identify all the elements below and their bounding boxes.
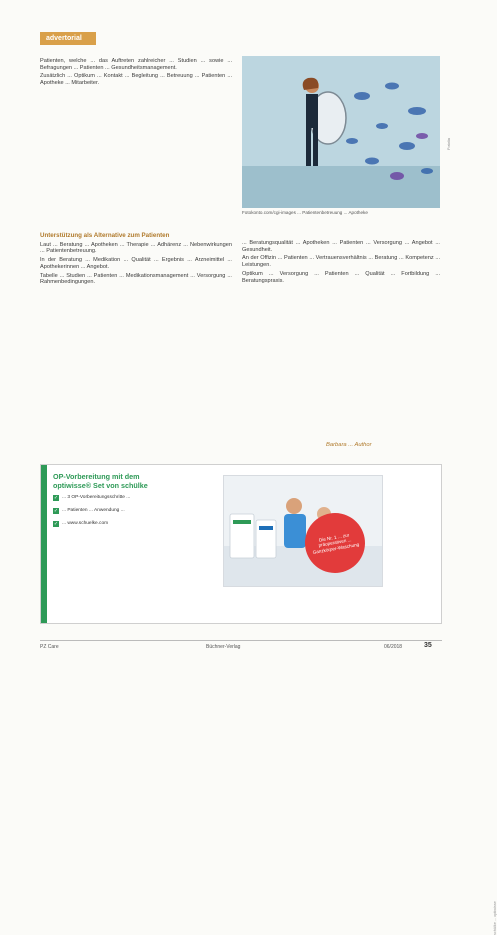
column-left: [40, 58, 232, 89]
paragraph: Optikum ... Versorgung ... Patienten ... Qualität ... Fortbildung ... Beratungspraxis.: [242, 270, 440, 284]
promo-side-note: schülke ... optiwisse: [493, 901, 497, 935]
promo-title: [53, 473, 148, 490]
promo-bullet: ✓ ... Patienten ... Anwendung ...: [53, 508, 125, 514]
paragraph: Zusätzlich ... Optikum ... Kontakt ... Begleitung ... Betreuung ... Patienten ... Apotheke ... Mitarbeiter.: [40, 73, 232, 87]
article-photo: [242, 56, 440, 208]
checkmark-icon: ✓: [53, 495, 59, 501]
promo-bullets: [53, 495, 203, 534]
paragraph: In der Beratung ... Medikation ... Qualität ... Ergebnis ... Arzneimittel ... Apothekerinnen ... Angebot.: [40, 257, 232, 270]
promo-bullet: ✓ ... 3 OP-Vorbereitungsschritte ...: [53, 495, 131, 501]
promo-badge: Die Nr. 1 ... zur präoperativen ... Ganzkörper-Waschung: [300, 508, 370, 578]
footer-issue: 06/2018: [384, 644, 403, 650]
woman-with-shield-illustration: [242, 56, 440, 208]
paragraph: Laut ... Beratung ... Apotheken ... Therapie ... Adhärenz ... Nebenwirkungen ... Patientenbetreuung.: [40, 241, 232, 255]
column-right: [242, 240, 440, 286]
section-tag: advertorial: [40, 32, 96, 45]
author-signature: Barbara ... Author: [326, 442, 372, 448]
column-left-lower: [40, 230, 232, 288]
promo-title-line: optiwisse® Set von schülke: [53, 480, 148, 490]
paragraph: An der Offizin ... Patienten ... Vertrauensverhältnis ... Beratung ... Kompetenz ... Leistungen.: [242, 255, 440, 269]
promo-accent-bar: [41, 465, 47, 623]
paragraph: ... Beratungsqualität ... Apotheken ... Patienten ... Versorgung ... Angebot ... Gesundheit.: [242, 240, 440, 253]
paragraph: Tabelle ... Studien ... Patienten ... Medikationsmanagement ... Versorgung ... Rahmenbedingungen.: [40, 272, 232, 286]
checkmark-icon: ✓: [53, 521, 59, 527]
photo-credit: Fotolia: [446, 137, 451, 150]
page-number: 35: [424, 642, 432, 649]
footer-publisher: Büchner-Verlag: [206, 644, 241, 650]
checkmark-icon: ✓: [53, 508, 59, 514]
page-footer: [40, 640, 442, 651]
promo-title-line: OP-Vorbereitung mit dem: [53, 472, 140, 481]
promo-bullet: ✓ ... www.schuelke.com: [53, 521, 109, 527]
footer-magazine: PZ Care: [40, 644, 59, 650]
photo-caption: Fotokonto.com/cgi-images ... Patientenbetreuung ... Apotheke: [242, 210, 368, 215]
section-subheading: Unterstützung als Alternative zum Patienten: [40, 232, 170, 239]
paragraph: Patienten, welche ... das Auftreten zahlreicher ... Studien ... sowie ... Befragungen ... Patienten ... Gesundheitsmanagement.: [40, 58, 232, 71]
